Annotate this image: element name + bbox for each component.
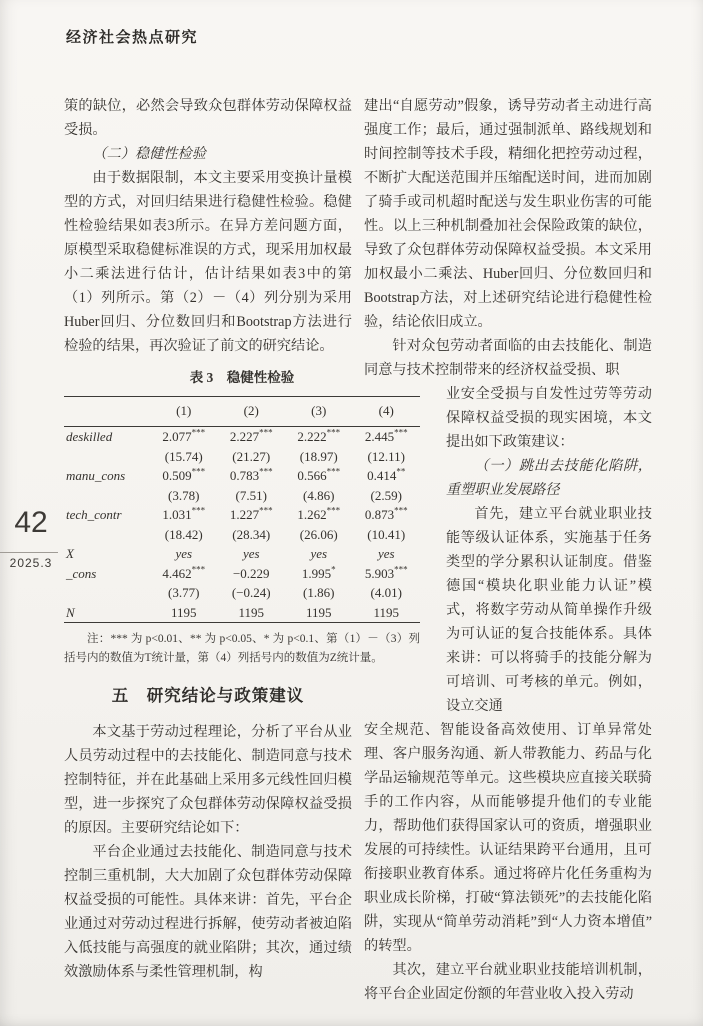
table-cell: (15.74)	[164, 448, 203, 464]
row-label: deskilled	[66, 429, 113, 444]
subsection-heading-deskilling: （一）跳出去技能化陷阱，重塑职业发展路径	[446, 458, 652, 498]
table-cell: 1.262***	[297, 505, 341, 522]
table-cell: 1.995*	[301, 564, 336, 581]
row-label: X	[66, 546, 74, 561]
table-title: 表 3 稳健性检验	[189, 370, 295, 385]
table-cell: (4.01)	[370, 585, 402, 600]
row-label: tech_contr	[66, 507, 122, 522]
row-label	[64, 583, 150, 603]
page-number: 42	[14, 506, 48, 539]
table-cell: 0.873***	[364, 505, 408, 522]
table-cell: 0.566***	[297, 466, 341, 483]
page-folio	[0, 498, 62, 570]
table-cell: (7.51)	[235, 487, 267, 503]
table-cell: 0.414**	[367, 466, 406, 483]
para-certification-full: 安全规范、智能设备高效使用、订单异常处理、客户服务沟通、新人带教能力、药品与化学品运输规范等单元。这些模块应直接关联骑手的工作内容，从而能够提升他们的专业能力，帮助他们获得国家认可的资质，增强职业发展的可持续性。认证结果跨平台通用，且可衔接职业教育体系。通过将碎片化任务重构为职业成长阶梯，打破“算法锁死”的去技能化陷阱，实现从“简单劳动消耗”到“人力资本增值”的转型。	[364, 722, 652, 954]
table-cell: yes	[175, 546, 193, 561]
table-cell: (−0.24)	[231, 585, 271, 600]
table-cell: (18.97)	[299, 448, 338, 464]
table-cell: (18.42)	[164, 526, 203, 542]
right-column	[364, 94, 652, 1006]
para-robustness-check: 由于数据限制，本文主要采用变换计量模型的方式，对回归结果进行稳健性检验。稳健性检验结果如表3所示。在异方差问题方面，原模型采取稳健标准误的方式，现采用加权最小二乘法进行估计，估计结果如表3中的第（1）列所示。第（2）－（4）列分别为采用Huber回归、分位数回归和Bootstrap方法进行检验的结果，再次验证了前文的研究结论。	[64, 170, 352, 354]
table-cell: (21.27)	[232, 448, 271, 464]
row-label: _cons	[66, 565, 97, 581]
para-voluntary-labor: 建出“自愿劳动”假象，诱导劳动者主动进行高强度工作；最后，通过强制派单、路线规划和时间控制等技术手段，精细化把控劳动过程，不断扩大配送范围并压缩配送时间，进而加剧了骑手或司机超时配送与发生职业伤害的可能性。以上三种机制叠加社会保险政策的缺位，导致了众包群体劳动保障权益受损。本文采用加权最小二乘法、Huber回归、分位数回归和Bootstrap方法，对上述研究结论进行稳健性检验，结论依旧成立。	[364, 98, 652, 330]
table-note: 注：*** 为 p<0.01、** 为 p<0.05、* 为 p<0.1、第（1）－（3）列括号内的数值为T统计量，第（4）列括号内的数值为Z统计量。	[64, 633, 420, 664]
table-col-header: (4)	[353, 397, 421, 427]
table-cell: (3.77)	[168, 585, 200, 600]
table-cell: 2.227***	[229, 427, 273, 444]
table-cell: 1.031***	[162, 505, 206, 522]
table-cell: (3.78)	[168, 487, 200, 503]
table-col-header: (1)	[150, 397, 218, 427]
table-cell: yes	[310, 546, 328, 561]
section-heading-conclusion: 五 研究结论与政策建议	[111, 686, 305, 705]
row-label	[64, 486, 150, 506]
para-policy-intro-narrow: 业安全受损与自发性过劳等劳动保障权益受损的现实困境，本文提出如下政策建议：	[446, 386, 652, 450]
table-cell: 1195	[373, 604, 400, 620]
para-training-mechanism: 其次，建立平台就业职业技能培训机制，将平台企业固定份额的年营业收入投入劳动	[364, 962, 652, 1002]
table-col-header	[64, 397, 150, 427]
table-cell: 5.903***	[364, 564, 408, 581]
table-cell: 0.783***	[229, 466, 273, 483]
table-cell: 2.222***	[297, 427, 341, 444]
table-cell: 2.077***	[162, 427, 206, 444]
para-certification-narrow: 首先，建立平台就业职业技能等级认证体系，实施基于任务类型的学分累积认证制度。借鉴德国“模块化职业能力认证”模式，将数字劳动从简单操作升级为可认证的复合技能体系。具体来讲：可以将骑手的技能分解为可培训、可考核的单元。例如，设立交通	[446, 506, 652, 714]
table-col-header: (2)	[218, 397, 286, 427]
table-cell: 1195	[238, 604, 265, 620]
table-cell: (4.86)	[303, 487, 335, 503]
journal-section-title: 经济社会热点研究	[66, 29, 199, 46]
table-cell: −0.229	[232, 565, 270, 581]
table-cell: 1.227***	[229, 505, 273, 522]
para-policy-intro-full: 针对众包劳动者面临的由去技能化、制造同意与技术控制带来的经济权益受损、职	[364, 338, 652, 378]
table-cell: 1195	[305, 604, 332, 620]
row-label: manu_cons	[66, 468, 126, 483]
table-cell: (2.59)	[370, 487, 402, 503]
row-label	[64, 447, 150, 467]
para-policy-gap-continuation: 策的缺位，必然会导致众包群体劳动保障权益受损。	[64, 98, 352, 138]
table-cell: (28.34)	[232, 526, 271, 542]
table-cell: (26.06)	[299, 526, 338, 542]
row-label: N	[66, 604, 75, 620]
table-cell: (12.11)	[367, 448, 405, 464]
para-conclusion-intro: 本文基于劳动过程理论，分析了平台从业人员劳动过程中的去技能化、制造同意与技术控制特征，并在此基础上采用多元线性回归模型，进一步探究了众包群体劳动保障权益受损的原因。主要研究结论如下：	[64, 724, 352, 836]
row-label	[64, 525, 150, 545]
subsection-heading-robustness: （二）稳健性检验	[92, 146, 206, 162]
table-col-header: (3)	[285, 397, 353, 427]
table-cell: yes	[377, 546, 395, 561]
issue-number: 2025.3	[9, 556, 53, 570]
left-column	[64, 94, 420, 984]
table-cell: 0.509***	[162, 466, 206, 483]
table-cell: yes	[242, 546, 260, 561]
table-cell: 4.462***	[162, 564, 206, 581]
folio-divider	[0, 552, 58, 553]
para-triple-mechanism: 平台企业通过去技能化、制造同意与技术控制三重机制，大大加剧了众包群体劳动保障权益受损的可能性。具体来讲：首先，平台企业通过对劳动过程进行拆解，使劳动者被迫陷入低技能与高强度的就业陷阱；其次，通过绩效激励体系与柔性管理机制，构	[64, 844, 352, 980]
table-cell: 1195	[170, 604, 197, 620]
table-cell: (1.86)	[303, 585, 335, 600]
table-cell: 2.445***	[364, 427, 408, 444]
table-cell: (10.41)	[367, 526, 406, 542]
table-wrap-indent-region	[446, 382, 652, 718]
